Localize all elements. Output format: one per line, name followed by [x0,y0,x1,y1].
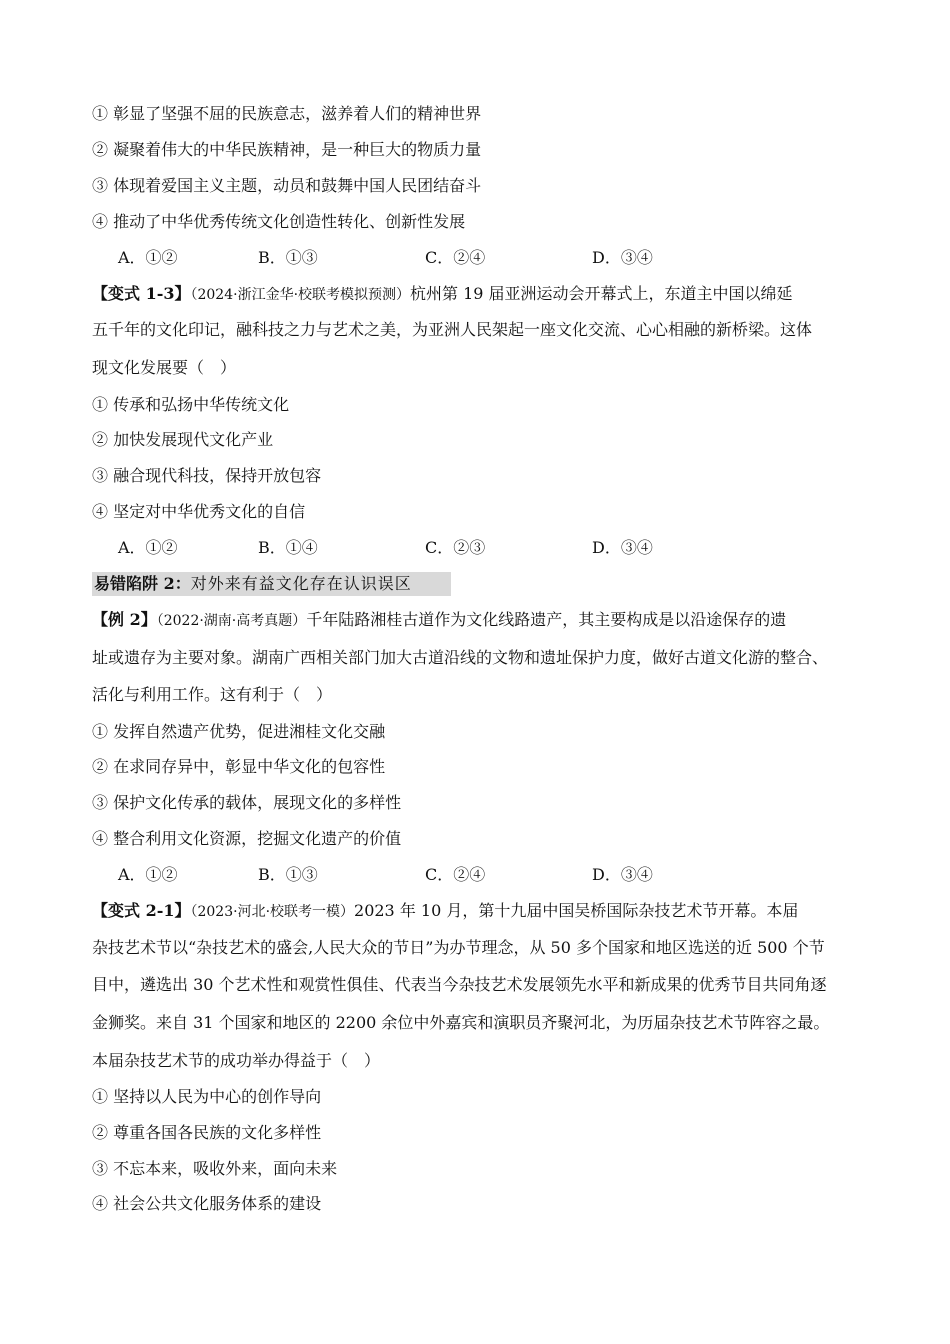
question-text: 金狮奖。来自 31 个国家和地区的 2200 余位中外嘉宾和演职员齐聚河北，为历届杂技艺术节阵容之最。 [92,1013,830,1032]
question-stem [92,901,798,922]
section-heading [94,574,412,594]
section-heading-text: 对外来有益文化存在认识误区 [190,574,412,593]
question-source: （2024·浙江金华·校联考模拟预测） [190,287,411,303]
choice-item: ③ 不忘本来，吸收外来，面向未来 [92,1159,338,1178]
choice-item: ④ 社会公共文化服务体系的建设 [92,1194,322,1213]
choice-item: ② 加快发展现代文化产业 [92,430,274,449]
choice-item: ② 在求同存异中，彰显中华文化的包容性 [92,757,386,776]
question-source: （2022·湖南·高考真题） [156,613,307,629]
option-b: B．①④ [258,538,318,557]
choice-item: ③ 体现着爱国主义主题，动员和鼓舞中国人民团结奋斗 [92,176,482,195]
choice-item: ④ 坚定对中华优秀文化的自信 [92,502,306,521]
question-text: 现文化发展要（ ） [92,358,237,377]
question-text: 本届杂技艺术节的成功举办得益于（ ） [92,1051,381,1070]
question-label: 【变式 1-3】 [92,284,191,303]
question-text: 杭州第 19 届亚洲运动会开幕式上，东道主中国以绵延 [410,284,793,303]
question-label: 【例 2】 [92,610,157,629]
question-text: 目中，遴选出 30 个艺术性和观赏性俱佳、代表当今杂技艺术发展领先水平和新成果的优秀节目共同角逐 [92,975,827,994]
option-d: D．③④ [592,248,653,267]
option-d: D．③④ [592,538,653,557]
option-b: B．①③ [258,248,318,267]
question-text: 千年陆路湘桂古道作为文化线路遗产，其主要构成是以沿途保存的遗 [306,610,787,629]
choice-item: ④ 整合利用文化资源，挖掘文化遗产的价值 [92,829,402,848]
choice-item: ① 传承和弘扬中华传统文化 [92,395,290,414]
choice-item: ① 彰显了坚强不屈的民族意志，滋养着人们的精神世界 [92,104,482,123]
option-b: B．①③ [258,865,318,884]
option-c: C．②④ [425,865,486,884]
question-text: 址或遗存为主要对象。湖南广西相关部门加大古道沿线的文物和遗址保护力度，做好古道文化游的整合、 [92,648,829,667]
option-c: C．②③ [425,538,486,557]
option-a: A．①② [118,538,178,557]
choice-item: ② 凝聚着伟大的中华民族精神，是一种巨大的物质力量 [92,140,482,159]
choice-item: ③ 保护文化传承的载体，展现文化的多样性 [92,793,402,812]
question-text: 杂技艺术节以“杂技艺术的盛会,人民大众的节日”为办节理念，从 50 多个国家和地区选送的近 500 个节 [92,938,825,957]
question-text: 五千年的文化印记，融科技之力与艺术之美，为亚洲人民架起一座文化交流、心心相融的新桥梁。这体 [92,320,813,339]
question-text: 2023 年 10 月，第十九届中国吴桥国际杂技艺术节开幕。本届 [354,901,799,920]
option-c: C．②④ [425,248,486,267]
question-source: （2023·河北·校联考一模） [190,904,355,920]
choice-item: ② 尊重各国各民族的文化多样性 [92,1123,322,1142]
question-label: 【变式 2-1】 [92,901,191,920]
choice-item: ③ 融合现代科技，保持开放包容 [92,466,322,485]
option-a: A．①② [118,865,178,884]
question-text: 活化与利用工作。这有利于（ ） [92,685,333,704]
choice-item: ④ 推动了中华优秀传统文化创造性转化、创新性发展 [92,212,466,231]
section-heading-label: 易错陷阱 2： [94,574,191,593]
choice-item: ① 发挥自然遗产优势，促进湘桂文化交融 [92,722,386,741]
question-stem [92,610,786,631]
option-a: A．①② [118,248,178,267]
question-stem [92,284,793,305]
choice-item: ① 坚持以人民为中心的创作导向 [92,1087,322,1106]
option-d: D．③④ [592,865,653,884]
